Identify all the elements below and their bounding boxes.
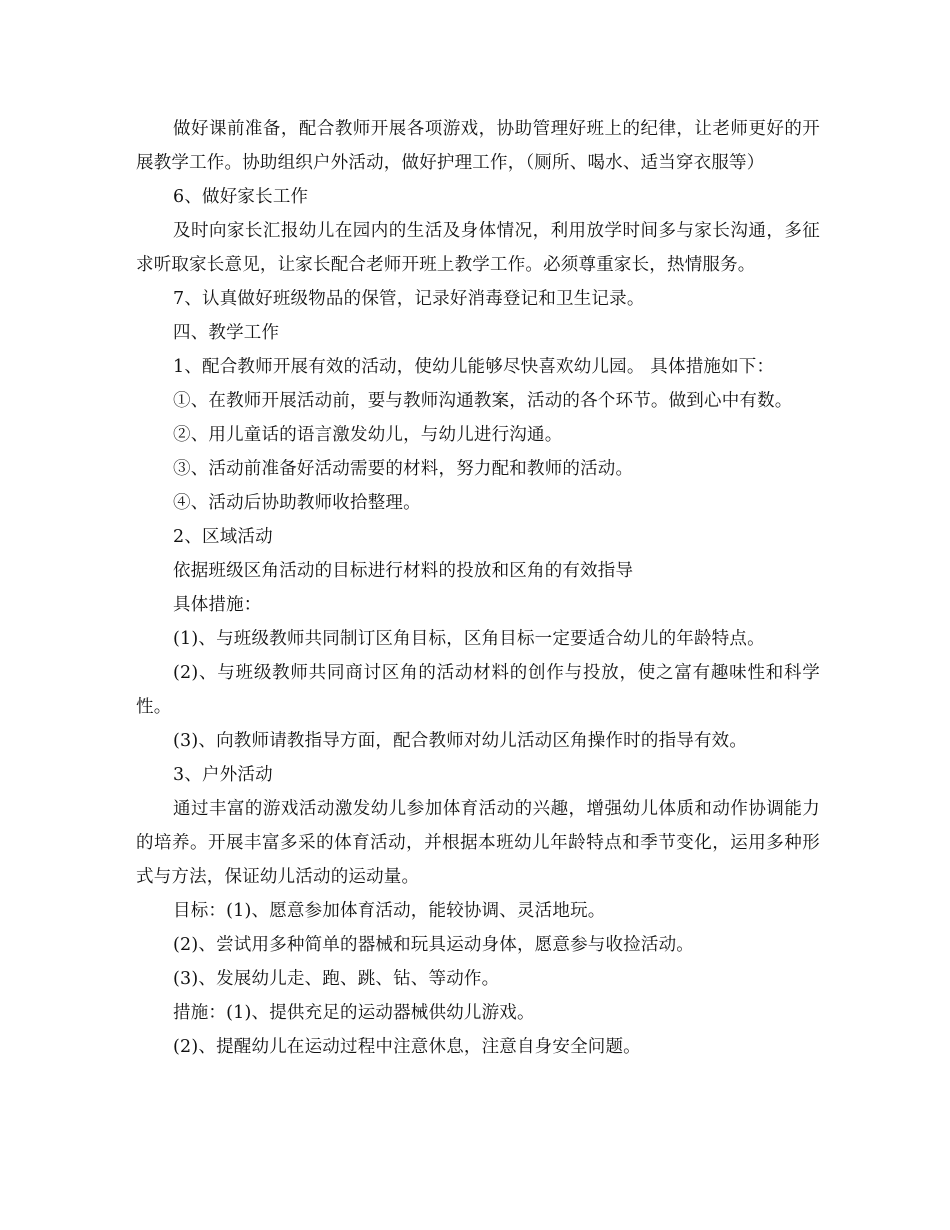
list-item: (3)、发展幼儿走、跑、跳、钻、等动作。 (173, 969, 500, 989)
paragraph: 依据班级区角活动的目标进行材料的投放和区角的有效指导 (173, 561, 634, 581)
list-item: 措施：(1)、提供充足的运动器械供幼儿游戏。 (173, 1003, 535, 1023)
list-item: ③、活动前准备好活动需要的材料，努力配和教师的活动。 (173, 459, 634, 479)
section-heading: 四、教学工作 (173, 323, 280, 343)
paragraph: 具体措施： (173, 595, 262, 615)
list-item: 目标：(1)、愿意参加体育活动，能较协调、灵活地玩。 (173, 901, 606, 921)
section-heading: 2、区域活动 (173, 527, 273, 547)
list-item: ②、用儿童话的语言激发幼儿，与幼儿进行沟通。 (173, 425, 563, 445)
section-heading: 6、做好家长工作 (173, 187, 309, 207)
section-heading: 3、户外活动 (173, 765, 273, 785)
paragraph: 及时向家长汇报幼儿在园内的生活及身体情况，利用放学时间多与家长沟通，多征求听取家长意见，让家长配合老师开班上教学工作。必须尊重家长，热情服务。 (136, 221, 820, 275)
document-body (136, 112, 820, 1064)
list-item: (3)、向教师请教指导方面，配合教师对幼儿活动区角操作时的指导有效。 (173, 731, 748, 751)
paragraph: 做好课前准备，配合教师开展各项游戏，协助管理好班上的纪律，让老师更好的开展教学工作。协助组织户外活动，做好护理工作，（厕所、喝水、适当穿衣服等） (136, 119, 820, 173)
list-item: (2)、与班级教师共同商讨区角的活动材料的创作与投放，使之富有趣味性和科学性。 (136, 663, 820, 717)
list-item: ④、活动后协助教师收拾整理。 (173, 493, 421, 513)
list-item: (2)、提醒幼儿在运动过程中注意休息，注意自身安全问题。 (173, 1037, 641, 1057)
list-item: (1)、与班级教师共同制订区角目标，区角目标一定要适合幼儿的年龄特点。 (173, 629, 765, 649)
list-item: ①、在教师开展活动前，要与教师沟通教案，活动的各个环节。做到心中有数。 (173, 391, 793, 411)
paragraph: 7、认真做好班级物品的保管，记录好消毒登记和卫生记录。 (173, 289, 645, 309)
paragraph: 1、配合教师开展有效的活动，使幼儿能够尽快喜欢幼儿园。 具体措施如下： (173, 357, 775, 377)
paragraph: 通过丰富的游戏活动激发幼儿参加体育活动的兴趣，增强幼儿体质和动作协调能力的培养。开展丰富多采的体育活动，并根据本班幼儿年龄特点和季节变化，运用多种形式与方法，保证幼儿活动的运动量。 (136, 799, 820, 887)
list-item: (2)、尝试用多种简单的器械和玩具运动身体，愿意参与收捡活动。 (173, 935, 694, 955)
